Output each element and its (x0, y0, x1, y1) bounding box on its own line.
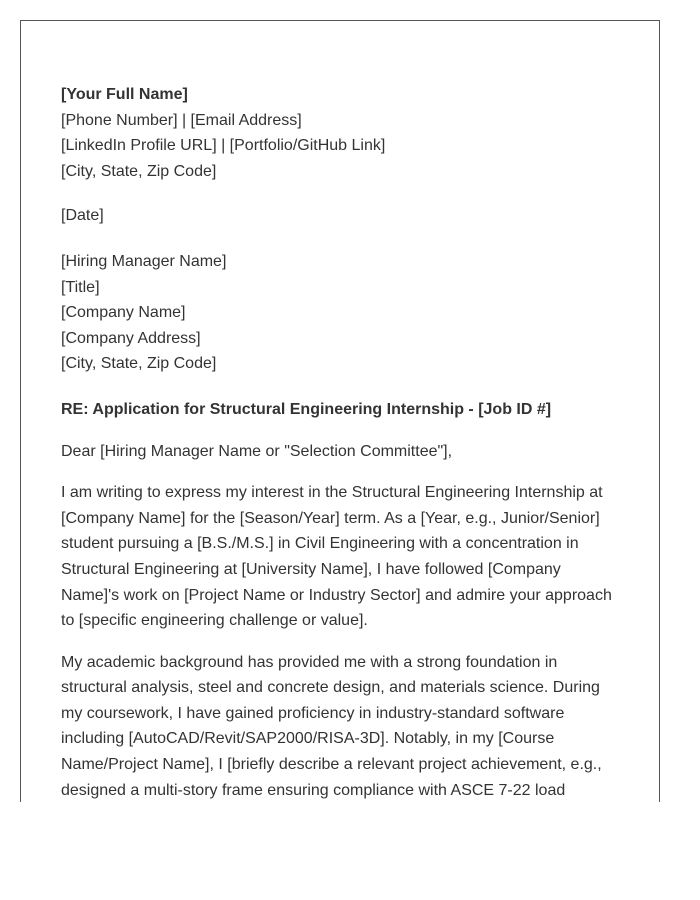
letter-content (61, 82, 621, 802)
letter-page (20, 20, 660, 802)
letter-date: [Date] (61, 207, 104, 225)
body-paragraph-1: I am writing to express my interest in the Structural Engineering Internship at [Company Name] for the [Season/Year] term. As a [Year, e.g., Junior/Senior] student pursuing a [B.S./M.S.] in Civil Engineering with a concentration in Structural Engineering at [University Name], I have followed [Company Name]'s work on [Project Name or Industry Sector] and admire your approach to [specific engineering challenge or value]. (61, 484, 612, 630)
subject-line: RE: Application for Structural Engineering Internship - [Job ID #] (61, 400, 552, 418)
sender-name: [Your Full Name] (61, 86, 188, 103)
salutation: Dear [Hiring Manager Name or "Selection Committee"], (61, 442, 453, 460)
recipient-title: [Title] (61, 278, 100, 296)
sender-location: [City, State, Zip Code] (61, 162, 217, 180)
date-block (61, 203, 621, 229)
recipient-address: [Company Address] (61, 329, 201, 347)
salutation-block (61, 439, 621, 465)
body-paragraph-2: My academic background has provided me with a strong foundation in structural analysis, steel and concrete design, and materials science. During my coursework, I have gained proficiency in industry-standard software including [AutoCAD/Revit/SAP2000/RISA-3D]. Notably, in my [Course Name/Project Name], I [briefly describe a relevant project achievement, e.g., designed a multi-story frame ensuring compliance with ASCE 7-22 load (61, 653, 602, 799)
recipient-location: [City, State, Zip Code] (61, 355, 217, 373)
recipient-block (61, 249, 621, 377)
recipient-manager: [Hiring Manager Name] (61, 252, 227, 270)
recipient-company: [Company Name] (61, 304, 186, 322)
sender-links: [LinkedIn Profile URL] | [Portfolio/GitHub Link] (61, 137, 386, 155)
subject-block (61, 397, 621, 423)
sender-block (61, 82, 621, 184)
sender-contact: [Phone Number] | [Email Address] (61, 111, 302, 129)
